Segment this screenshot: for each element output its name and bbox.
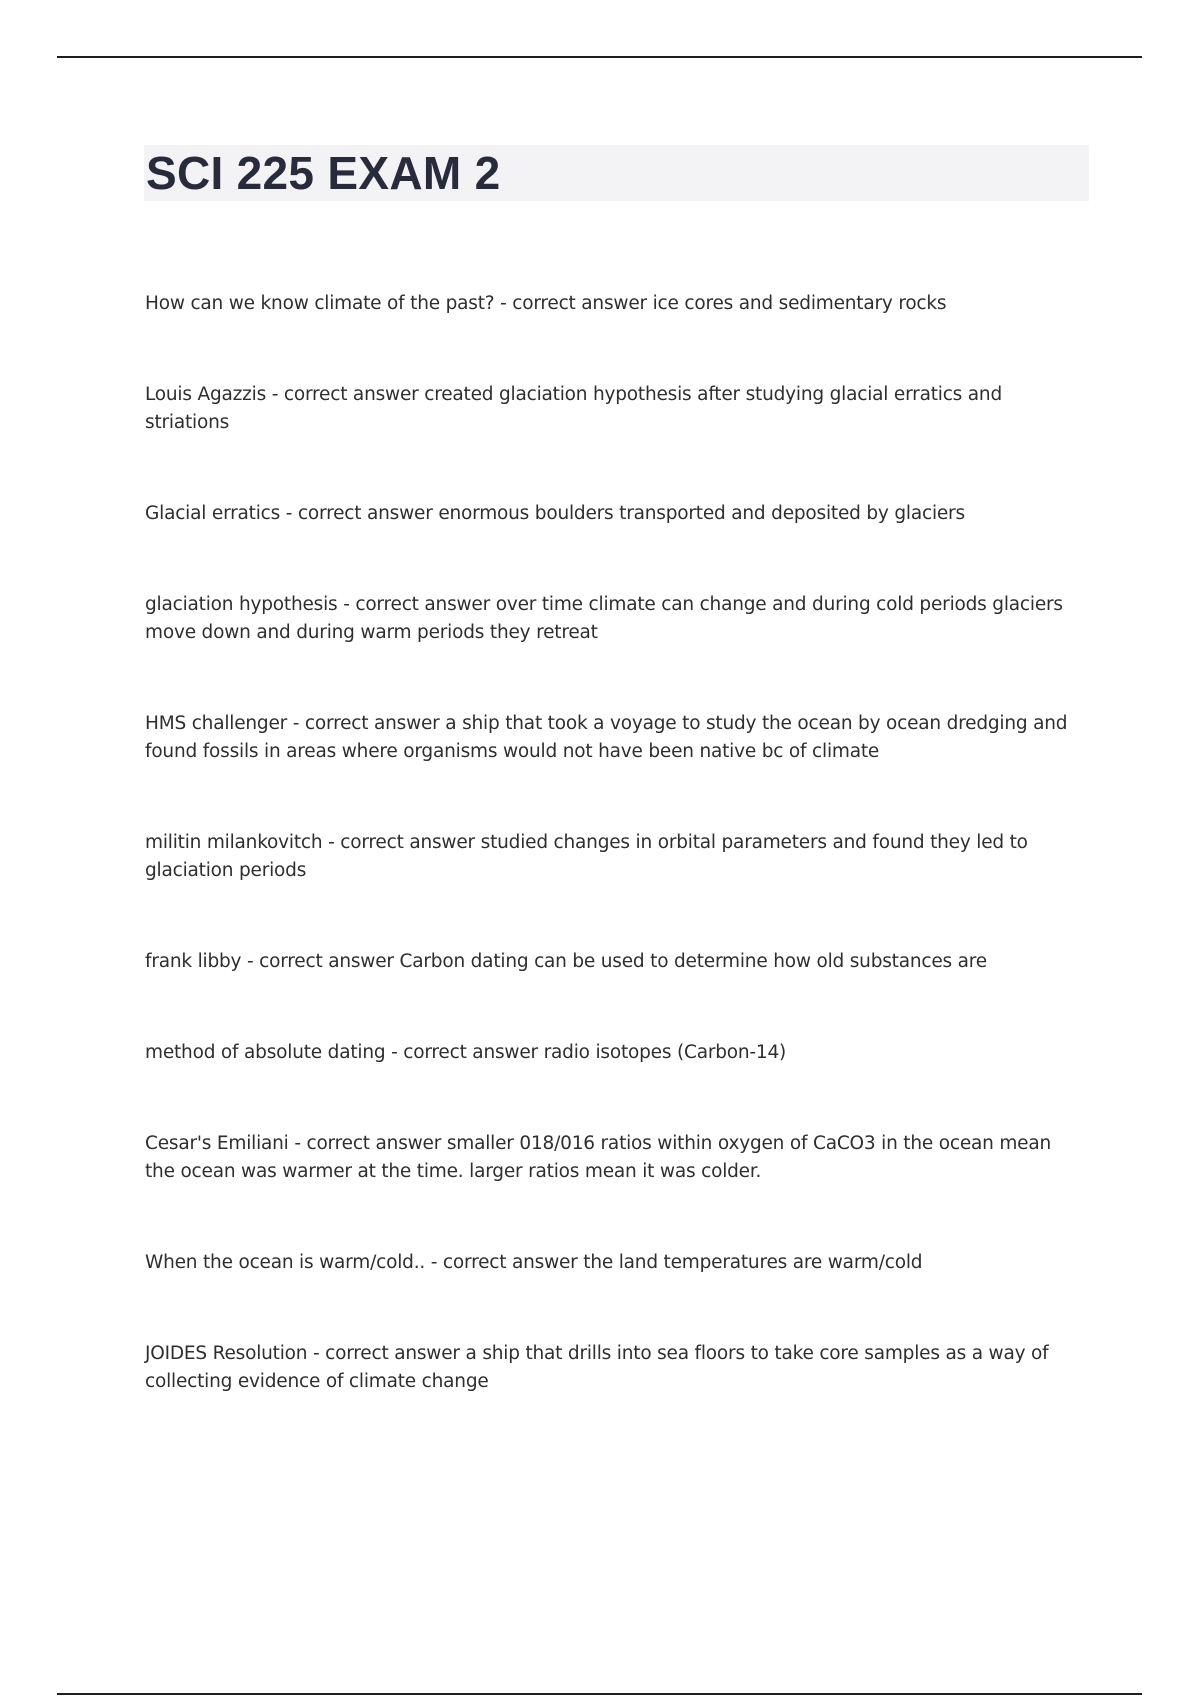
qa-item [145,829,1080,885]
qa-item [145,591,1080,647]
qa-separator: - correct answer [328,832,475,853]
qa-item [145,1039,1080,1067]
page-title: SCI 225 EXAM 2 [146,147,501,199]
qa-answer: ice cores and sedimentary rocks [652,293,947,314]
qa-term: Louis Agazzis [145,384,267,405]
qa-term: Cesar's Emiliani [145,1133,289,1154]
qa-answer: a ship that drills into sea floors to take core samples as a way of collecting evidence of climate change [145,1343,1049,1392]
qa-answer: over time climate can change and during cold periods glaciers move down and during warm periods they retreat [145,594,1063,643]
qa-item [145,500,1080,528]
qa-item [145,290,1080,318]
qa-term: frank libby [145,951,242,972]
qa-separator: - correct answer [294,1133,442,1154]
question-answer-list [145,290,1080,1396]
qa-answer: the land temperatures are warm/cold [583,1252,923,1273]
qa-answer: smaller 018/016 ratios within oxygen of CaCO3 in the ocean mean the ocean was warmer at the time. larger ratios mean it was colder. [145,1133,1052,1182]
qa-item [145,1130,1080,1186]
qa-term: glaciation hypothesis [145,594,338,615]
qa-separator: - correct answer [271,384,419,405]
qa-answer: created glaciation hypothesis after studying glacial erratics and striations [145,384,1003,433]
qa-term: When the ocean is warm/cold.. [145,1252,426,1273]
qa-separator: - correct answer [312,1343,460,1364]
qa-term: militin milankovitch [145,832,323,853]
qa-term: Glacial erratics [145,503,281,524]
qa-term: How can we know climate of the past? [145,293,495,314]
bottom-divider [57,1693,1142,1695]
qa-answer: enormous boulders transported and deposited by glaciers [438,503,965,524]
qa-separator: - correct answer [285,503,433,524]
qa-item [145,948,1080,976]
qa-answer: radio isotopes (Carbon-14) [543,1042,787,1063]
qa-term: method of absolute dating [145,1042,386,1063]
qa-item [145,381,1080,437]
qa-answer: studied changes in orbital parameters and found they led to glaciation periods [145,832,1028,881]
qa-item [145,1340,1080,1396]
qa-separator: - correct answer [246,951,394,972]
qa-answer: a ship that took a voyage to study the ocean by ocean dredging and found fossils in areas where organisms would not have been native bc of climate [145,713,1068,762]
qa-separator: - correct answer [292,713,440,734]
qa-term: HMS challenger [145,713,288,734]
top-divider [57,56,1142,58]
qa-term: JOIDES Resolution [145,1343,308,1364]
qa-item [145,1249,1080,1277]
qa-separator: - correct answer [343,594,491,615]
qa-separator: - correct answer [500,293,647,314]
qa-item [145,710,1080,766]
qa-separator: - correct answer [391,1042,538,1063]
qa-separator: - correct answer [430,1252,578,1273]
qa-answer: Carbon dating can be used to determine how old substances are [399,951,987,972]
